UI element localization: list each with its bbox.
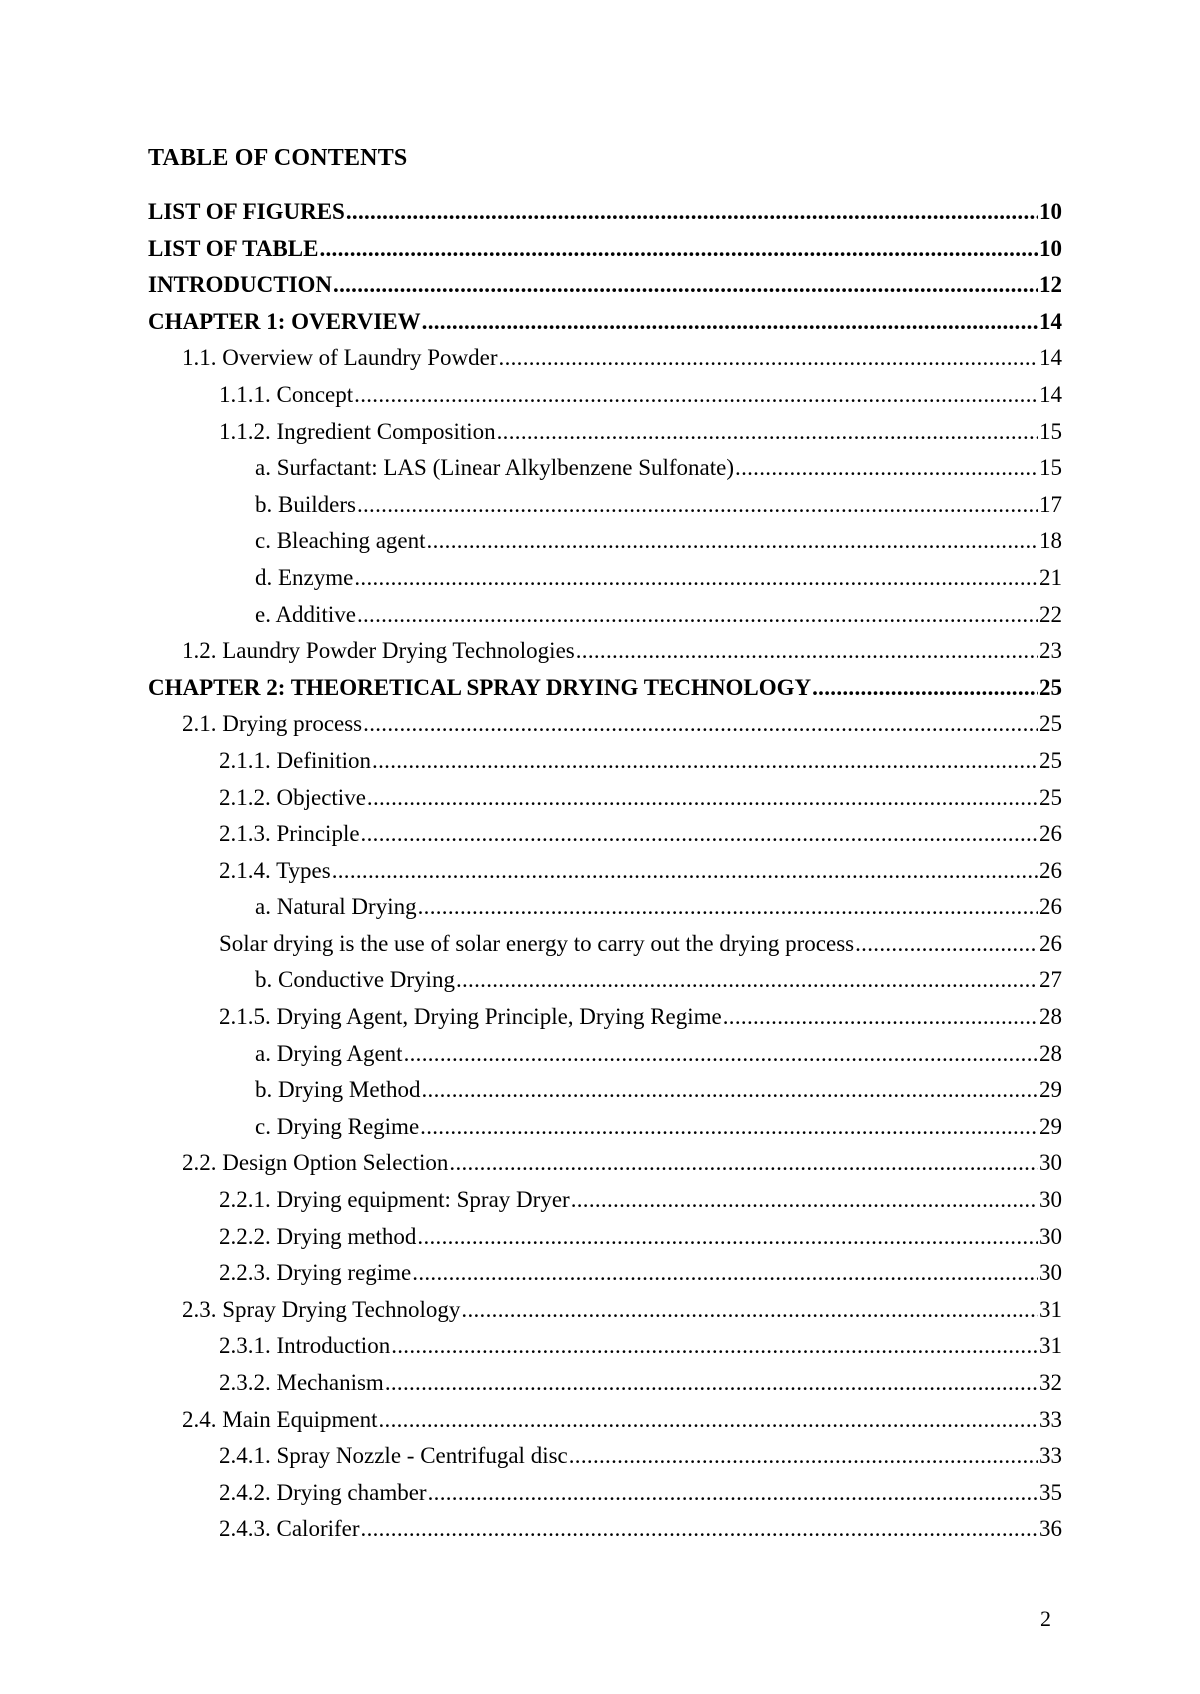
toc-entry-page: 15 (1039, 418, 1062, 444)
toc-entry-page: 15 (1039, 455, 1062, 481)
toc-entry-page: 36 (1039, 1516, 1062, 1542)
toc-entry-page: 30 (1039, 1187, 1062, 1213)
toc-entry-title: 2.2.3. Drying regime (219, 1260, 412, 1286)
toc-entry-page: 14 (1039, 308, 1062, 334)
toc-entry-page: 29 (1039, 1077, 1062, 1103)
toc-entry-title: INTRODUCTION (148, 272, 333, 298)
toc-entry[interactable] (0, 1368, 1062, 1405)
toc-entry-page: 30 (1039, 1260, 1062, 1286)
toc-entry-title: 1.2. Laundry Powder Drying Technologies (182, 638, 575, 664)
toc-entry-page: 21 (1039, 564, 1062, 590)
toc-entry-title: a. Surfactant: LAS (Linear Alkylbenzene Sulfonate) (255, 455, 735, 481)
toc-entry[interactable] (0, 636, 1062, 673)
toc-entry-title: 2.2.2. Drying method (219, 1223, 417, 1249)
toc-entry-title: a. Natural Drying (255, 894, 417, 920)
toc-entry-page: 29 (1039, 1113, 1062, 1139)
toc-entry-title: CHAPTER 2: THEORETICAL SPRAY DRYING TECHNOLOGY (148, 674, 812, 700)
toc-entry-page: 25 (1039, 674, 1062, 700)
toc-entry-page: 31 (1039, 1296, 1062, 1322)
toc-entry-page: 32 (1039, 1370, 1062, 1395)
toc-entry[interactable] (0, 380, 1062, 417)
toc-entry-title: 2.2. Design Option Selection (182, 1150, 449, 1176)
toc-entry[interactable] (0, 856, 1062, 893)
toc-entry-page: 30 (1039, 1150, 1062, 1176)
toc-entry-page: 12 (1039, 272, 1062, 298)
toc-entry[interactable] (0, 1331, 1062, 1368)
toc-entry[interactable] (0, 1039, 1062, 1076)
toc-entry-title: LIST OF TABLE (148, 235, 319, 261)
toc-entry-page: 26 (1039, 930, 1062, 956)
toc-entry-title: CHAPTER 1: OVERVIEW (148, 308, 421, 334)
toc-entry[interactable] (0, 1405, 1062, 1442)
toc-dot-leader (417, 1222, 1038, 1252)
toc-entry[interactable] (0, 197, 1062, 234)
toc-dot-leader (855, 929, 1038, 959)
toc-dot-leader (385, 1368, 1038, 1398)
toc-title: TABLE OF CONTENTS (148, 145, 408, 171)
toc-entry-page: 30 (1039, 1223, 1062, 1249)
toc-entry[interactable] (0, 892, 1062, 929)
toc-entry-page: 26 (1039, 857, 1062, 883)
toc-entry-title: 2.2.1. Drying equipment: Spray Dryer (219, 1187, 570, 1213)
toc-entry[interactable] (0, 526, 1062, 563)
toc-entry-page: 25 (1039, 784, 1062, 810)
toc-entry[interactable] (0, 673, 1062, 710)
toc-entry[interactable] (0, 1148, 1062, 1185)
toc-entry[interactable] (0, 783, 1062, 820)
toc-dot-leader (428, 1478, 1038, 1508)
toc-entry-title: 1.1.2. Ingredient Composition (219, 418, 496, 444)
toc-entry-title: 1.1. Overview of Laundry Powder (182, 345, 498, 371)
toc-entry-page: 25 (1039, 711, 1062, 737)
toc-dot-leader (361, 819, 1038, 849)
toc-dot-leader (461, 1295, 1038, 1325)
toc-dot-leader (319, 234, 1038, 264)
toc-dot-leader (812, 673, 1038, 703)
toc-entry[interactable] (0, 270, 1062, 307)
toc-entry-page: 22 (1039, 601, 1062, 627)
toc-dot-leader (404, 1039, 1038, 1069)
toc-entry[interactable] (0, 709, 1062, 746)
toc-entry-title: 2.1.2. Objective (219, 784, 366, 810)
toc-entry[interactable] (0, 929, 1062, 966)
toc-dot-leader (723, 1002, 1038, 1032)
toc-entry-title: b. Conductive Drying (255, 967, 455, 993)
toc-entry-page: 33 (1039, 1443, 1062, 1469)
toc-entry[interactable] (0, 417, 1062, 454)
toc-entry[interactable] (0, 1478, 1062, 1515)
toc-entry-page: 14 (1039, 345, 1062, 371)
toc-entry-page: 27 (1039, 967, 1062, 993)
toc-dot-leader (497, 417, 1038, 447)
toc-entry-title: b. Builders (255, 491, 356, 517)
toc-entry-page: 28 (1039, 1040, 1062, 1066)
toc-dot-leader (576, 636, 1038, 666)
toc-entry[interactable] (0, 1441, 1062, 1478)
toc-entry[interactable] (0, 1075, 1062, 1112)
toc-entry-page: 25 (1039, 747, 1062, 773)
toc-entry[interactable] (0, 1002, 1062, 1039)
toc-dot-leader (456, 965, 1038, 995)
toc-dot-leader (367, 783, 1038, 813)
toc-entry-title: 2.4.1. Spray Nozzle - Centrifugal disc (219, 1443, 568, 1469)
toc-entry-page: 23 (1039, 638, 1062, 664)
toc-entry[interactable] (0, 453, 1062, 490)
toc-dot-leader (357, 490, 1038, 520)
toc-dot-leader (354, 563, 1038, 593)
toc-entry[interactable] (0, 490, 1062, 527)
toc-entry-page: 10 (1039, 199, 1062, 224)
toc-dot-leader (421, 1075, 1038, 1105)
toc-entry[interactable] (0, 819, 1062, 856)
toc-dot-leader (569, 1441, 1038, 1471)
toc-entry[interactable] (0, 1258, 1062, 1295)
toc-entry-title: 2.1. Drying process (182, 711, 363, 737)
toc-entry-page: 17 (1039, 491, 1062, 517)
toc-dot-leader (363, 709, 1038, 739)
toc-entry-page: 35 (1039, 1479, 1062, 1505)
toc-dot-leader (422, 307, 1038, 337)
toc-dot-leader (346, 197, 1038, 227)
toc-entry[interactable] (0, 1514, 1062, 1551)
toc-entry[interactable] (0, 600, 1062, 637)
toc-entry-title: 2.3. Spray Drying Technology (182, 1296, 461, 1322)
toc-entry[interactable] (0, 1222, 1062, 1259)
toc-entry-page: 28 (1039, 1004, 1062, 1030)
toc-dot-leader (333, 270, 1038, 300)
toc-dot-leader (418, 892, 1038, 922)
toc-entry-title: 2.4. Main Equipment (182, 1406, 378, 1432)
toc-entry[interactable] (0, 1112, 1062, 1149)
toc-entry-title: 2.4.3. Calorifer (219, 1516, 360, 1542)
toc-entry-page: 26 (1039, 821, 1062, 847)
toc-entry-title: 1.1.1. Concept (219, 381, 354, 407)
toc-dot-leader (378, 1405, 1038, 1435)
toc-dot-leader (372, 746, 1038, 776)
toc-list (0, 197, 1200, 1551)
toc-entry[interactable] (0, 563, 1062, 600)
toc-entry[interactable] (0, 965, 1062, 1002)
toc-dot-leader (571, 1185, 1038, 1215)
toc-dot-leader (499, 343, 1038, 373)
toc-entry-title: LIST OF FIGURES (148, 199, 345, 224)
toc-entry[interactable] (0, 1185, 1062, 1222)
toc-entry-title: a. Drying Agent (255, 1040, 403, 1066)
toc-dot-leader (332, 856, 1038, 886)
page-number: 2 (1040, 1606, 1051, 1631)
toc-entry[interactable] (0, 234, 1062, 271)
toc-entry-title: 2.1.1. Definition (219, 747, 372, 773)
toc-entry-title: 2.1.5. Drying Agent, Drying Principle, Drying Regime (219, 1004, 722, 1030)
toc-entry-title: Solar drying is the use of solar energy to carry out the drying process (219, 930, 855, 956)
toc-entry-title: 2.1.3. Principle (219, 821, 360, 847)
toc-dot-leader (420, 1112, 1038, 1142)
toc-dot-leader (357, 600, 1038, 630)
toc-dot-leader (361, 1514, 1038, 1544)
toc-entry-title: e. Additive (255, 601, 356, 627)
toc-entry-page: 31 (1039, 1333, 1062, 1359)
toc-entry-page: 18 (1039, 528, 1062, 554)
toc-entry-title: c. Drying Regime (255, 1113, 420, 1139)
toc-dot-leader (412, 1258, 1038, 1288)
toc-entry[interactable] (0, 307, 1062, 344)
toc-dot-leader (735, 453, 1038, 483)
toc-entry-title: 2.4.2. Drying chamber (219, 1479, 427, 1505)
toc-entry-title: c. Bleaching agent (255, 528, 426, 554)
toc-entry-title: 2.3.2. Mechanism (219, 1370, 384, 1395)
toc-dot-leader (449, 1148, 1038, 1178)
toc-entry-title: 2.1.4. Types (219, 857, 331, 883)
toc-dot-leader (427, 526, 1038, 556)
toc-entry-page: 26 (1039, 894, 1062, 920)
toc-entry-title: 2.3.1. Introduction (219, 1333, 391, 1359)
toc-entry-page: 14 (1039, 381, 1062, 407)
toc-dot-leader (354, 380, 1038, 410)
toc-entry-title: d. Enzyme (255, 564, 354, 590)
toc-entry-page: 10 (1039, 235, 1062, 261)
toc-entry-title: b. Drying Method (255, 1077, 421, 1103)
toc-entry[interactable] (0, 746, 1062, 783)
toc-entry[interactable] (0, 1295, 1062, 1332)
toc-dot-leader (391, 1331, 1038, 1361)
toc-entry[interactable] (0, 343, 1062, 380)
toc-entry-page: 33 (1039, 1406, 1062, 1432)
